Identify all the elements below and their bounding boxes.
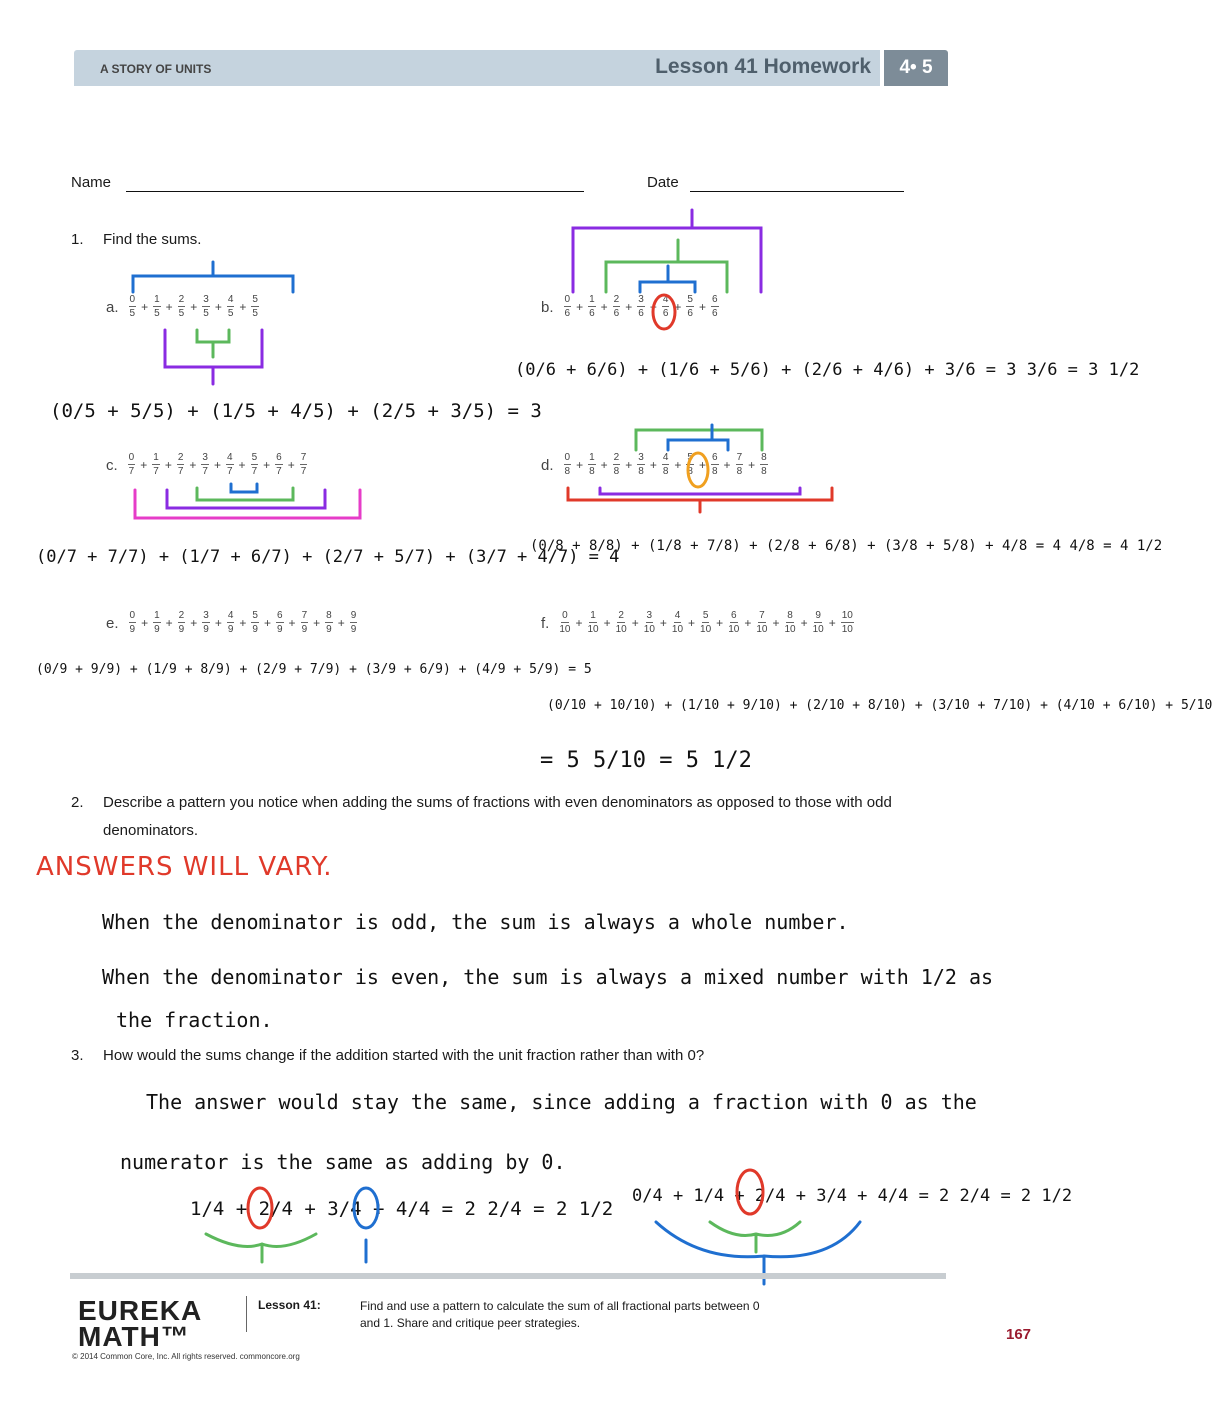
denominator: 5 [154,308,160,319]
denominator: 9 [129,624,136,635]
problem-letter: e. [106,614,119,632]
fraction [588,294,596,320]
fraction [177,452,185,478]
fraction [613,452,621,478]
denominator: 10 [756,624,768,635]
bracket-a-purple [165,330,262,384]
numerator: 6 [730,610,737,621]
plus-sign: + [659,616,667,630]
fraction [686,294,694,320]
denominator: 10 [841,624,853,635]
numerator: 5 [687,294,693,305]
q2-prompt: Describe a pattern you notice when adding the sums of fractions with even denominators as opposed to those with odd denominators. [103,794,892,839]
denominator: 7 [276,466,282,477]
plus-sign: + [649,300,657,314]
denominator: 10 [559,624,571,635]
fraction [178,610,186,636]
numerator: 7 [759,610,765,621]
problem-b-expression [541,294,723,320]
fraction [300,452,308,478]
numerator: 8 [326,610,332,621]
denominator: 9 [227,624,234,635]
numerator: 8 [761,452,767,463]
problem-letter: d. [541,456,554,474]
denominator: 6 [711,308,718,319]
plus-sign: + [288,616,296,630]
numerator: 1 [589,452,595,463]
plus-sign: + [698,300,706,314]
plus-sign: + [189,458,197,472]
plus-sign: + [688,616,696,630]
denominator: 6 [564,308,571,319]
fraction [559,610,570,636]
denominator: 7 [177,466,184,477]
plus-sign: + [165,616,173,630]
plus-sign: + [772,616,780,630]
fraction [637,452,645,478]
fraction [227,610,235,636]
logo-line-1: EUREKA [78,1295,203,1326]
problem-f-expression [541,610,858,636]
q1-number: 1. [71,231,84,248]
plus-sign: + [744,616,752,630]
numerator: 3 [638,452,644,463]
plus-sign: + [723,458,731,472]
fraction [325,610,333,636]
problem-letter: f. [541,614,550,632]
footer-copyright: © 2014 Common Core, Inc. All rights reserved. commoncore.org [72,1352,300,1361]
plus-sign: + [141,300,149,314]
plus-sign: + [600,300,608,314]
denominator: 8 [736,466,743,477]
denominator: 9 [276,624,283,635]
curriculum-series: A STORY OF UNITS [100,62,212,76]
fraction [662,294,670,320]
denominator: 8 [711,466,718,477]
plus-sign: + [631,616,639,630]
denominator: 10 [728,624,740,635]
plus-sign: + [263,458,271,472]
fraction [756,610,767,636]
plus-sign: + [716,616,724,630]
fraction [178,294,186,320]
bracket-q3-green-2 [710,1222,800,1252]
fraction [616,610,627,636]
bracket-q3-green-1 [206,1234,316,1262]
numerator: 0 [564,294,571,305]
fraction [588,452,596,478]
numerator: 1 [590,610,596,621]
problem-letter: a. [106,298,119,316]
plus-sign: + [287,458,295,472]
problem-f-work-result: = 5 5/10 = 5 1/2 [540,748,752,773]
q2-answers-will-vary: ANSWERS WILL VARY. [36,852,333,882]
plus-sign: + [164,458,172,472]
fraction [613,294,621,320]
numerator: 0 [564,452,571,463]
bracket-d-blue [668,425,728,450]
date-field[interactable] [690,191,904,192]
plus-sign: + [828,616,836,630]
fraction [841,610,854,636]
plus-sign: + [141,616,149,630]
numerator: 3 [646,610,653,621]
numerator: 1 [154,610,160,621]
numerator: 7 [300,452,307,463]
fraction [202,294,210,320]
fraction [736,452,744,478]
plus-sign: + [239,616,247,630]
eureka-math-logo [78,1295,203,1352]
problem-e-expression [106,610,361,636]
denominator: 5 [203,308,209,319]
denominator: 10 [671,624,684,635]
denominator: 10 [643,624,655,635]
numerator: 2 [178,610,185,621]
problem-f-work: (0/10 + 10/10) + (1/10 + 9/10) + (2/10 + 8/10) + (3/10 + 7/10) + (4/10 + 6/10) + 5/10 [547,698,1212,713]
numerator: 10 [841,610,853,621]
bracket-b-green [606,240,727,292]
numerator: 2 [618,610,624,621]
fraction [564,294,572,320]
denominator: 6 [613,308,620,319]
numerator: 4 [226,452,233,463]
numerator: 8 [787,610,793,621]
bracket-c-pink [135,490,360,518]
problem-e-work: (0/9 + 9/9) + (1/9 + 8/9) + (2/9 + 7/9) + (3/9 + 6/9) + (4/9 + 5/9) = 5 [36,662,592,677]
bracket-a-green [197,330,229,357]
numerator: 6 [276,610,283,621]
plus-sign: + [190,300,198,314]
bracket-b-purple [573,210,761,292]
plus-sign: + [214,300,222,314]
denominator: 7 [153,466,159,477]
problem-c-expression [106,452,311,478]
numerator: 4 [662,294,669,305]
plus-sign: + [800,616,808,630]
page-title: Lesson 41 Homework [655,55,871,78]
fraction [686,452,694,478]
numerator: 5 [252,294,258,305]
fraction [275,452,283,478]
footer-lesson-description: Find and use a pattern to calculate the sum of all fractional parts between 0 and 1. Share and critique peer strategies. [360,1299,760,1330]
fraction [644,610,655,636]
denominator: 5 [178,308,185,319]
numerator: 3 [638,294,644,305]
denominator: 9 [252,624,258,635]
denominator: 10 [615,624,627,635]
problem-c-work: (0/7 + 7/7) + (1/7 + 6/7) + (2/7 + 5/7) + (3/7 + 4/7) = 4 [36,547,620,567]
q3-example-1: 1/4 + 2/4 + 3/4 + 4/4 = 2 2/4 = 2 1/2 [190,1198,614,1220]
fraction [128,452,136,478]
plus-sign: + [576,458,584,472]
numerator: 0 [129,610,136,621]
numerator: 1 [153,452,159,463]
fraction [129,294,137,320]
plus-sign: + [625,458,633,472]
numerator: 6 [276,452,282,463]
denominator: 8 [662,466,669,477]
problem-letter: c. [106,456,118,474]
fraction [728,610,739,636]
q3-prompt: How would the sums change if the addition started with the unit fraction rather than with 0? [103,1047,705,1064]
denominator: 5 [129,308,136,319]
plus-sign: + [674,300,682,314]
denominator: 10 [700,624,712,635]
numerator: 2 [178,294,185,305]
fraction [637,294,645,320]
bracket-d-purple [600,488,800,494]
problem-letter: b. [541,298,554,316]
footer-divider [70,1273,946,1279]
denominator: 8 [687,466,693,477]
fraction [201,452,209,478]
plus-sign: + [165,300,173,314]
numerator: 7 [736,452,743,463]
numerator: 2 [613,452,620,463]
bracket-c-blue [231,484,257,492]
denominator: 6 [638,308,644,319]
problem-a-work: (0/5 + 5/5) + (1/5 + 4/5) + (2/5 + 3/5) = 3 [50,400,542,422]
numerator: 1 [589,294,595,305]
denominator: 8 [761,466,767,477]
plus-sign: + [337,616,345,630]
bracket-a-blue [133,262,293,292]
fraction [700,610,711,636]
fraction [129,610,137,636]
bracket-d-green [636,430,762,450]
fraction [152,452,160,478]
denominator: 7 [128,466,135,477]
fraction [784,610,795,636]
problem-a-expression [106,294,263,320]
numerator: 4 [227,294,234,305]
denominator: 9 [154,624,160,635]
denominator: 8 [589,466,595,477]
fraction [251,610,259,636]
fraction [251,452,259,478]
plus-sign: + [313,616,321,630]
date-label: Date [647,174,679,191]
page-number: 167 [1006,1326,1032,1343]
numerator: 3 [203,294,209,305]
plus-sign: + [140,458,148,472]
denominator: 6 [589,308,595,319]
plus-sign: + [649,458,657,472]
fraction [226,452,234,478]
q2-answer-line-2: When the denominator is even, the sum is always a mixed number with 1/2 as [102,965,994,989]
fraction [276,610,284,636]
name-label: Name [71,174,112,191]
numerator: 3 [203,610,209,621]
plus-sign: + [600,458,608,472]
bracket-d-red [568,488,832,512]
denominator: 9 [301,624,308,635]
denominator: 5 [252,308,258,319]
logo-line-2: MATH™ [78,1321,190,1352]
plus-sign: + [190,616,198,630]
numerator: 9 [815,610,821,621]
fraction [251,294,259,320]
q3-number: 3. [71,1047,84,1064]
bracket-c-green [197,488,293,500]
numerator: 1 [154,294,160,305]
plus-sign: + [213,458,221,472]
plus-sign: + [576,300,584,314]
denominator: 9 [203,624,209,635]
fraction [153,294,161,320]
plus-sign: + [575,616,583,630]
denominator: 7 [251,466,258,477]
footer-separator [246,1296,247,1332]
plus-sign: + [238,458,246,472]
plus-sign: + [674,458,682,472]
denominator: 9 [178,624,185,635]
numerator: 6 [711,294,718,305]
bracket-c-purple [167,490,325,508]
q2-answer-line-1: When the denominator is odd, the sum is always a whole number. [102,910,849,934]
denominator: 7 [300,466,307,477]
name-field[interactable] [126,191,584,192]
denominator: 8 [613,466,620,477]
fraction [202,610,210,636]
denominator: 10 [784,624,796,635]
denominator: 9 [350,624,357,635]
numerator: 5 [702,610,709,621]
plus-sign: + [698,458,706,472]
denominator: 10 [812,624,824,635]
plus-sign: + [239,300,247,314]
numerator: 5 [251,452,258,463]
fraction [564,452,572,478]
footer-lesson-label: Lesson 41: [258,1298,321,1312]
plus-sign: + [214,616,222,630]
fraction [711,294,719,320]
denominator: 8 [564,466,571,477]
q2-number: 2. [71,794,84,811]
numerator: 5 [252,610,258,621]
denominator: 5 [227,308,234,319]
bracket-b-blue [640,266,695,292]
numerator: 5 [687,452,693,463]
fraction [587,610,598,636]
denominator: 6 [687,308,693,319]
fraction [301,610,309,636]
denominator: 6 [662,308,669,319]
numerator: 9 [350,610,357,621]
fraction [813,610,824,636]
denominator: 8 [638,466,644,477]
problem-d-work: (0/8 + 8/8) + (1/8 + 7/8) + (2/8 + 6/8) + (3/8 + 5/8) + 4/8 = 4 4/8 = 4 1/2 [530,538,1163,554]
q3-answer-line-2: numerator is the same as adding by 0. [120,1150,566,1174]
numerator: 2 [177,452,184,463]
numerator: 0 [129,294,136,305]
fraction [227,294,235,320]
plus-sign: + [263,616,271,630]
numerator: 4 [674,610,681,621]
numerator: 0 [128,452,135,463]
denominator: 7 [202,466,208,477]
numerator: 4 [227,610,234,621]
q3-example-2: 0/4 + 1/4 + 2/4 + 3/4 + 4/4 = 2 2/4 = 2 1/2 [632,1186,1073,1206]
problem-b-work: (0/6 + 6/6) + (1/6 + 5/6) + (2/6 + 4/6) + 3/6 = 3 3/6 = 3 1/2 [515,360,1140,380]
denominator: 7 [226,466,233,477]
problem-d-expression [541,452,772,478]
numerator: 7 [301,610,308,621]
q2-answer-line-3: the fraction. [116,1008,273,1032]
fraction [711,452,719,478]
fraction [350,610,358,636]
numerator: 0 [562,610,568,621]
denominator: 10 [587,624,599,635]
fraction [662,452,670,478]
numerator: 3 [202,452,208,463]
fraction [760,452,768,478]
numerator: 6 [711,452,718,463]
q3-answer-line-1: The answer would stay the same, since adding a fraction with 0 as the [146,1090,977,1114]
fraction [153,610,161,636]
fraction [672,610,683,636]
plus-sign: + [748,458,756,472]
numerator: 4 [662,452,669,463]
numerator: 2 [613,294,620,305]
plus-sign: + [603,616,611,630]
plus-sign: + [625,300,633,314]
denominator: 9 [326,624,332,635]
grade-module-badge: 4• 5 [884,50,948,86]
q1-prompt: Find the sums. [103,231,202,248]
